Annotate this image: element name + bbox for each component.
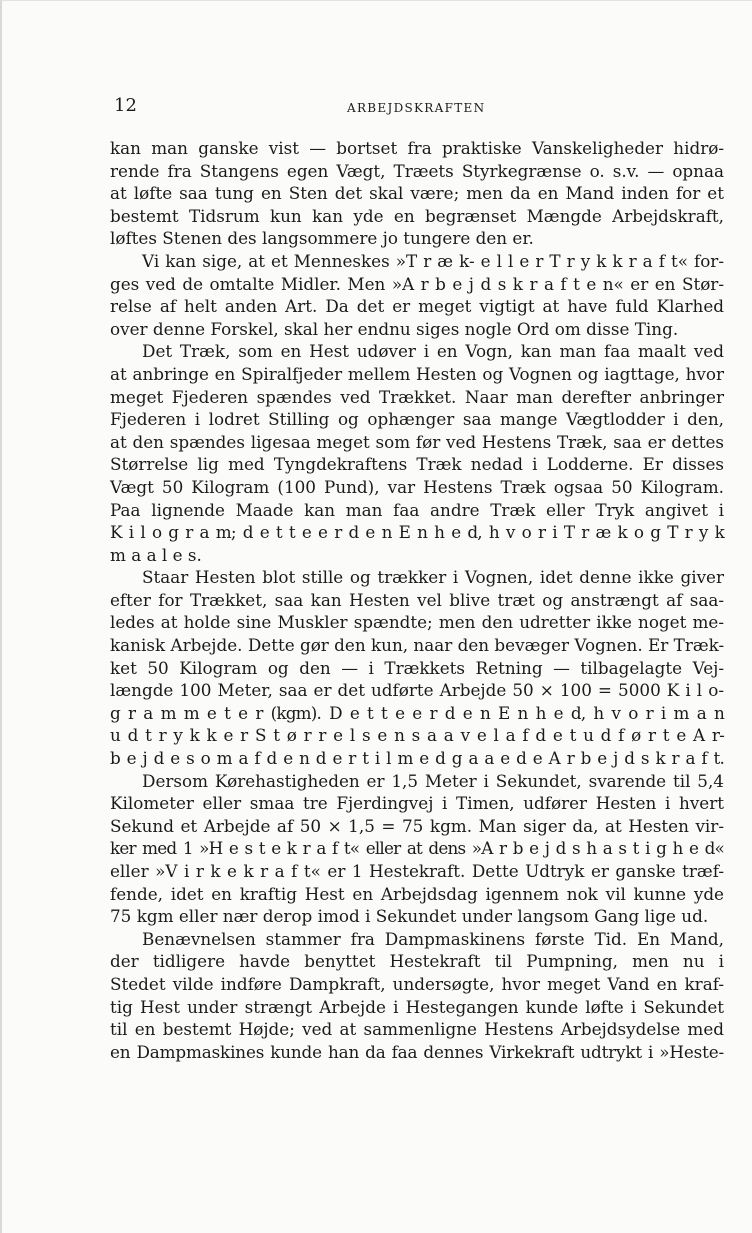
text-line: længde 100 Meter, saa er det udførte Arbejde 50 × 100 = 5000 K i l o- xyxy=(110,680,724,701)
text-line: Staar Hesten blot stille og trækker i Vognen, idet denne ikke giver xyxy=(142,567,724,588)
text-line: m a a l e s. xyxy=(110,544,202,565)
text-line: 75 kgm eller nær derop imod i Sekundet under langsom Gang lige ud. xyxy=(110,906,709,927)
text-line: at løfte saa tung en Sten det skal være; men da en Mand inden for et xyxy=(110,183,724,204)
text-line: meget Fjederen spændes ved Trækket. Naar man derefter anbringer xyxy=(110,386,724,407)
text-line: Paa lignende Maade kan man faa andre Træk eller Tryk angivet i xyxy=(110,499,724,520)
text-line: en Dampmaskines kunde han da faa dennes Virkekraft udtrykt i »Heste- xyxy=(110,1041,724,1062)
text-line: Sekund et Arbejde af 50 × 1,5 = 75 kgm. Man siger da, at Hesten vir- xyxy=(110,815,724,836)
text-line: ges ved de omtalte Midler. Men »A r b e j d s k r a f t e n« er en Stør- xyxy=(110,273,724,294)
page-number: 12 xyxy=(114,95,137,116)
text-line: løftes Stenen des langsommere jo tungere den er. xyxy=(110,228,534,249)
text-line: Vægt 50 Kilogram (100 Pund), var Hestens Træk ogsaa 50 Kilogram. xyxy=(110,476,724,497)
text-line: efter for Trækket, saa kan Hesten vel blive træt og anstrængt af saa- xyxy=(110,589,724,610)
text-line: tig Hest under strængt Arbejde i Hestegangen kunde løfte i Sekundet xyxy=(110,996,724,1017)
text-line: over denne Forskel, skal her endnu siges nogle Ord om disse Ting. xyxy=(110,318,679,339)
text-line: relse af helt anden Art. Da det er meget vigtigt at have fuld Klarhed xyxy=(110,296,724,317)
text-line: b e j d e s o m a f d e n d e r t i l m e d g a a e d e A r b e j d s k r a f t. xyxy=(110,748,724,769)
text-line: bestemt Tidsrum kun kan yde en begrænset Mængde Arbejdskraft, xyxy=(110,205,724,226)
text-line: Benævnelsen stammer fra Dampmaskinens første Tid. En Mand, xyxy=(142,928,724,949)
text-line: der tidligere havde benyttet Hestekraft til Pumpning, men nu i xyxy=(110,951,724,972)
text-line: Dersom Kørehastigheden er 1,5 Meter i Sekundet, svarende til 5,4 xyxy=(142,770,724,791)
text-line: ket 50 Kilogram og den — i Trækkets Retning — tilbagelagte Vej- xyxy=(110,657,724,678)
text-line: g r a m m e t e r (kgm). D e t t e e r d e n E n h e d, h v o r i m a n xyxy=(110,702,724,723)
text-line: kan man ganske vist — bortset fra praktiske Vanskeligheder hidrø- xyxy=(110,138,724,158)
text-line: eller »V i r k e k r a f t« er 1 Hestekraft. Dette Udtryk er ganske træf- xyxy=(110,861,724,881)
text-line: Fjederen i lodret Stilling og ophænger saa mange Vægtlodder i den, xyxy=(110,409,724,430)
running-title: ARBEJDSKRAFTEN xyxy=(347,101,486,115)
text-line: K i l o g r a m; d e t t e e r d e n E n h e d, h v o r i T r æ k o g T r y k xyxy=(110,522,724,543)
text-line: kanisk Arbejde. Dette gør den kun, naar den bevæger Vognen. Er Træk- xyxy=(110,635,725,656)
text-line: Vi kan sige, at et Menneskes »T r æ k- e l l e r T r y k k r a f t« for- xyxy=(142,250,724,271)
text-line: at den spændes ligesaa meget som før ved Hestens Træk, saa er dettes xyxy=(110,431,724,452)
text-line: ker med 1 »H e s t e k r a f t« eller at dens »A r b e j d s h a s t i g h e d« xyxy=(110,838,724,859)
text-line: Størrelse lig med Tyngdekraftens Træk nedad i Lodderne. Er disses xyxy=(110,454,724,475)
text-line: Stedet vilde indføre Dampkraft, undersøgte, hvor meget Vand en kraf- xyxy=(110,973,724,994)
text-line: fende, idet en kraftig Hest en Arbejdsdag igennem nok vil kunne yde xyxy=(110,883,724,904)
text-line: Kilometer eller smaa tre Fjerdingvej i Timen, udfører Hesten i hvert xyxy=(110,793,724,814)
text-line: ledes at holde sine Muskler spændte; men den udretter ikke noget me- xyxy=(110,612,724,633)
text-line: at anbringe en Spiralfjeder mellem Hesten og Vognen og iagttage, hvor xyxy=(110,363,724,384)
text-line: til en bestemt Højde; ved at sammenligne Hestens Arbejdsydelse med xyxy=(110,1019,724,1040)
body-text xyxy=(110,137,724,1063)
text-line: rende fra Stangens egen Vægt, Træets Styrkegrænse o. s.v. — opnaa xyxy=(110,160,724,181)
text-line: u d t r y k k e r S t ø r r e l s e n s a a v e l a f d e t u d f ø r t e A r- xyxy=(110,725,724,746)
text-line: Det Træk, som en Hest udøver i en Vogn, kan man faa maalt ved xyxy=(142,341,724,362)
